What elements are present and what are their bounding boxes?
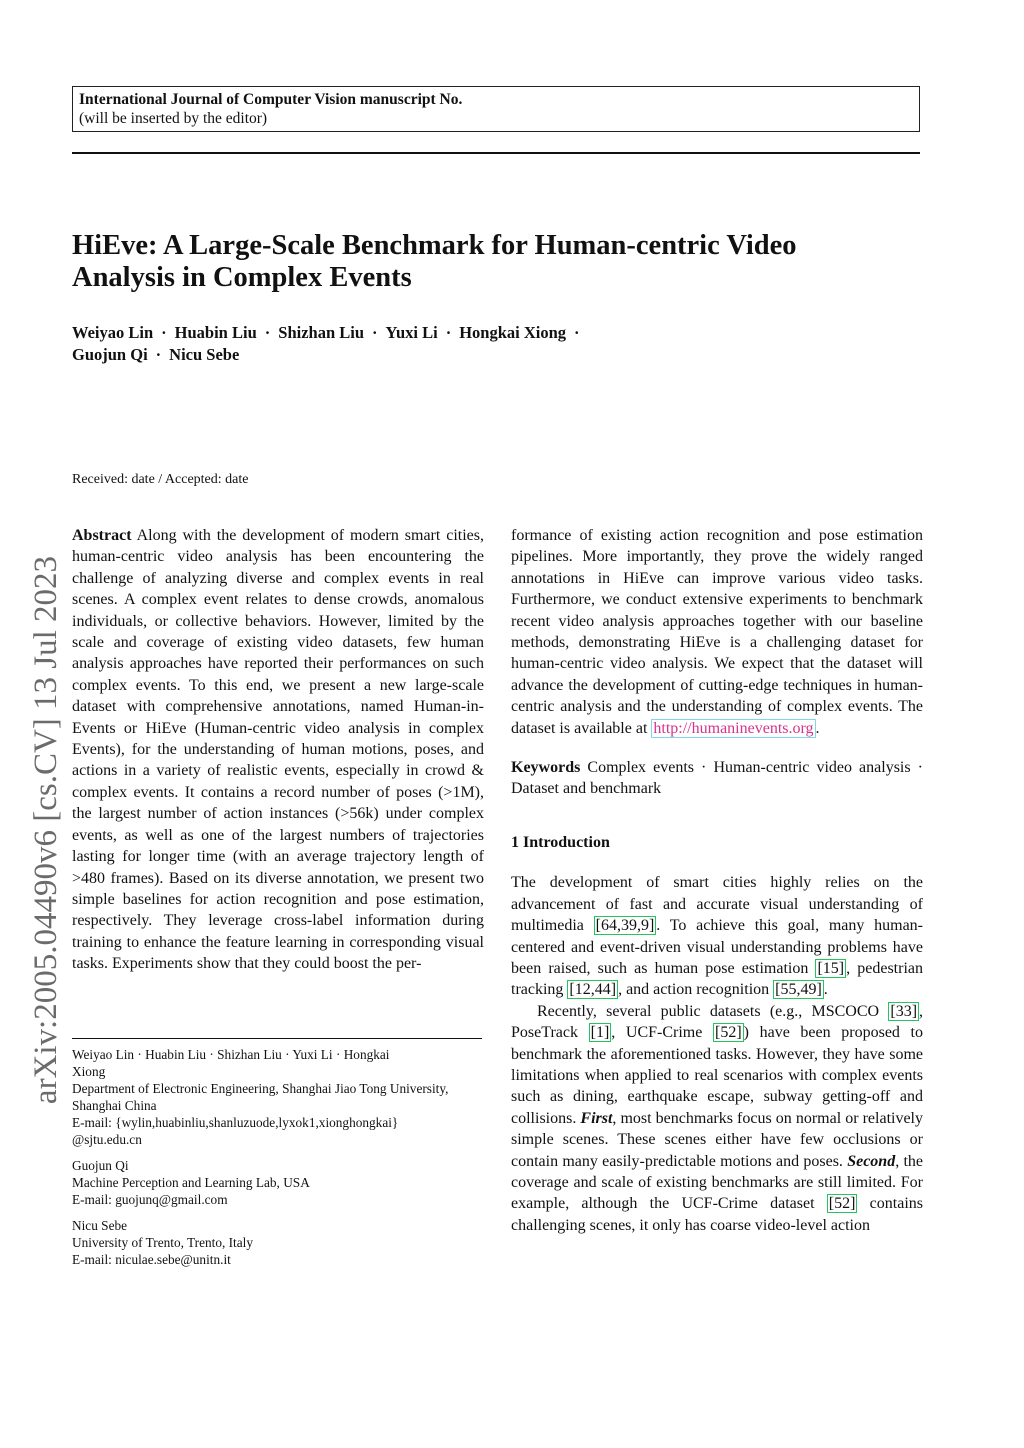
dataset-link[interactable]: http://humaninevents.org	[653, 719, 814, 737]
arxiv-identifier: arXiv:2005.04490v6 [cs.CV] 13 Jul 2023	[28, 555, 64, 1105]
left-column	[72, 525, 484, 975]
affiliation-name: Nicu Sebe	[72, 1218, 128, 1233]
affiliation-block	[72, 1046, 484, 1148]
citation-link[interactable]: [52]	[714, 1024, 742, 1042]
abstract-end: .	[815, 719, 820, 737]
intro-text: Recently, several public datasets (e.g., MSCOCO	[537, 1002, 880, 1020]
affiliation-email: E-mail: {wylin,huabinliu,shanluzuode,lyxok1,xionghongkai}	[72, 1115, 399, 1130]
intro-text: , pedestrian tracking	[511, 959, 923, 999]
intro-text: , PoseTrack	[511, 1002, 924, 1042]
intro-text: contains challenging scenes, it only has coarse video-level action	[511, 1195, 923, 1234]
journal-title: International Journal of Computer Vision manuscript No.	[79, 91, 463, 108]
section-heading-introduction: 1 Introduction	[511, 833, 610, 851]
intro-paragraph-1	[511, 872, 923, 1000]
affiliation-block	[72, 1217, 484, 1268]
citation-link[interactable]: [64,39,9]	[595, 917, 655, 935]
author-name: Huabin Liu	[174, 323, 257, 342]
author-list	[72, 322, 792, 366]
abstract-heading: Abstract	[72, 527, 132, 544]
paper-title	[72, 230, 932, 294]
footnote-rule	[72, 1038, 482, 1039]
affiliation-names: Weiyao Lin · Huabin Liu · Shizhan Liu · Yuxi Li · Hongkai	[72, 1047, 390, 1062]
paper-title-line2: Analysis in Complex Events	[72, 262, 412, 293]
citation-link[interactable]: [1]	[590, 1024, 610, 1042]
affiliation-email: E-mail: niculae.sebe@unitn.it	[72, 1252, 231, 1267]
affiliation-org: University of Trento, Trento, Italy	[72, 1235, 253, 1250]
intro-text: . To achieve this goal, many human-centered and event-driven visual understanding problems have been raised, such as human pose estimation	[511, 917, 924, 977]
intro-text: , UCF-Crime	[611, 1024, 703, 1042]
intro-text: .	[823, 981, 828, 999]
keywords-paragraph	[511, 757, 923, 800]
citation-link[interactable]: [55,49]	[775, 981, 822, 999]
author-separator: ·	[155, 345, 162, 364]
citation-link[interactable]: [12,44]	[569, 981, 617, 999]
affiliation-email-cont: @sjtu.edu.cn	[72, 1132, 142, 1147]
author-separator: ·	[264, 323, 271, 342]
affiliation-email: E-mail: guojunq@gmail.com	[72, 1192, 228, 1207]
citation-link[interactable]: [52]	[828, 1195, 856, 1213]
author-separator: ·	[161, 323, 167, 342]
intro-paragraph-2	[511, 1001, 923, 1236]
abstract-text-right: formance of existing action recognition and pose estimation pipelines. More importantly, they prove the widely ranged annotations in HiEve can improve various video tasks. Furthermore, we conduct extensive experiments to benchmark recent video analysis approaches together with our baseline methods, demonstrating HiEve is a challenging dataset for human-centric video analysis. We expect that the dataset will advance the development of cutting-edge techniques in human-centric analysis and the understanding of complex events. The dataset is available at	[511, 527, 923, 737]
right-column	[511, 525, 923, 1236]
paper-title-line1: HiEve: A Large-Scale Benchmark for Human-centric Video	[72, 230, 797, 261]
keywords-text: Complex events · Human-centric video analysis · Dataset and benchmark	[511, 759, 923, 798]
author-separator: ·	[445, 323, 452, 342]
author-separator: ·	[372, 323, 378, 342]
author-name: Guojun Qi	[72, 345, 148, 364]
author-name: Yuxi Li	[385, 323, 438, 342]
author-name: Nicu Sebe	[169, 345, 240, 364]
intro-text: , most benchmarks focus on normal or relatively simple scenes. These scenes either have few occlusions or contain many easily-predictable motions and poses.	[511, 1109, 923, 1170]
citation-link[interactable]: [33]	[890, 1002, 918, 1020]
header-rule	[72, 152, 920, 154]
journal-subtitle: (will be inserted by the editor)	[79, 110, 268, 127]
affiliation-dept: Department of Electronic Engineering, Shanghai Jiao Tong University, Shanghai China	[72, 1081, 449, 1113]
intro-text: , and action recognition	[618, 981, 770, 999]
abstract-continuation	[511, 525, 923, 739]
abstract-paragraph	[72, 525, 484, 975]
affiliation-name: Guojun Qi	[72, 1158, 129, 1173]
author-separator: ·	[574, 323, 580, 342]
intro-text: , the coverage and scale of existing benchmarks are still limited. For example, although the UCF-Crime dataset	[511, 1152, 924, 1213]
journal-header-box	[72, 86, 920, 132]
affiliations	[72, 1046, 484, 1277]
author-name: Shizhan Liu	[278, 323, 365, 342]
affiliation-names-cont: Xiong	[72, 1064, 106, 1079]
emphasis-second: Second	[847, 1152, 896, 1170]
citation-link[interactable]: [15]	[817, 959, 845, 977]
intro-text: The development of smart cities highly relies on the advancement of fast and accurate visual understanding of multimedia	[511, 874, 923, 935]
emphasis-first: First	[580, 1109, 613, 1127]
author-name: Weiyao Lin	[72, 323, 154, 342]
abstract-text-left: Along with the development of modern smart cities, human-centric video analysis has been encountering the challenge of analyzing diverse and complex events in real scenes. A complex event relates to dense crowds, anomalous individuals, or collective behaviors. However, limited by the scale and coverage of existing video datasets, few human analysis approaches have reported their performances on such complex events. To this end, we present a new large-scale dataset with comprehensive annotations, named Human-in-Events or HiEve (Human-centric video analysis in complex Events), for the understanding of human motions, poses, and actions in a variety of realistic events, especially in crowd & complex events. It contains a record number of poses (>1M), the largest number of action instances (>56k) under complex events, as well as one of the largest numbers of trajectories lasting for longer time (with an average trajectory length of >480 frames). Based on its diverse annotation, we present two simple baselines for action recognition and pose estimation, respectively. They leverage cross-label information during training to enhance the feature learning in corresponding visual tasks. Experiments show that they could boost the per-	[72, 527, 484, 973]
affiliation-org: Machine Perception and Learning Lab, USA	[72, 1175, 310, 1190]
affiliation-block	[72, 1157, 484, 1208]
intro-text: ) have been proposed to benchmark the aforementioned tasks. However, they have some limitations when applied to real scenarios with complex events such as dining, earthquake escape, subway getting-off and collisions.	[511, 1024, 924, 1127]
keywords-heading: Keywords	[511, 759, 581, 777]
received-date: Received: date / Accepted: date	[72, 472, 249, 487]
author-name: Hongkai Xiong	[459, 323, 567, 342]
